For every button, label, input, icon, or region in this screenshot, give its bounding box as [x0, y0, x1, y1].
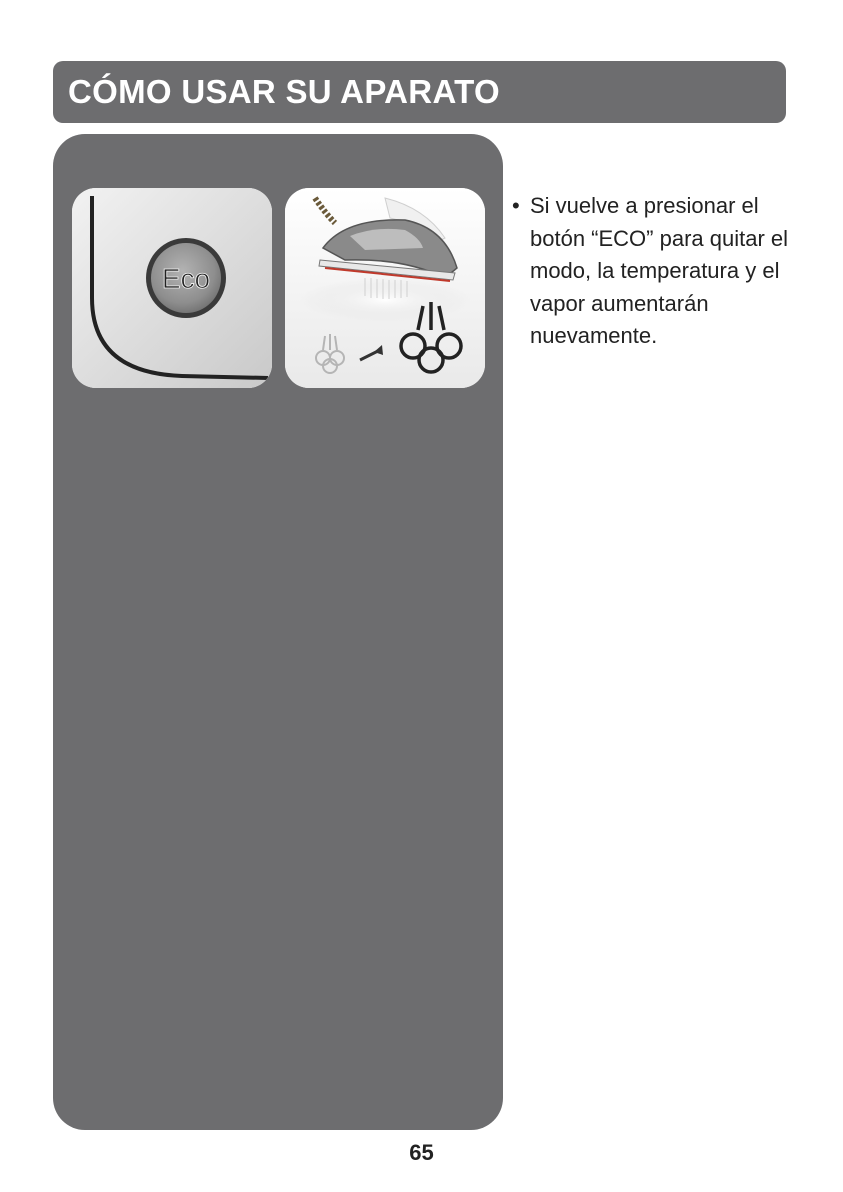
eco-button-icon	[72, 188, 272, 388]
eco-button-illustration	[72, 188, 272, 388]
instruction-item	[508, 190, 808, 353]
instruction-text: Si vuelve a presionar el botón “ECO” para quitar el modo, la temperatura y el vapor aumentarán nuevamente.	[530, 193, 789, 348]
bullet-icon: •	[512, 193, 520, 218]
eco-label: Eco	[161, 263, 211, 294]
section-header	[53, 61, 786, 123]
page-number: 65	[409, 1140, 434, 1165]
instruction-text-block	[508, 190, 808, 353]
section-title: CÓMO USAR SU APARATO	[68, 73, 500, 110]
iron-steam-illustration	[285, 188, 485, 388]
iron-steam-icon	[285, 188, 485, 388]
